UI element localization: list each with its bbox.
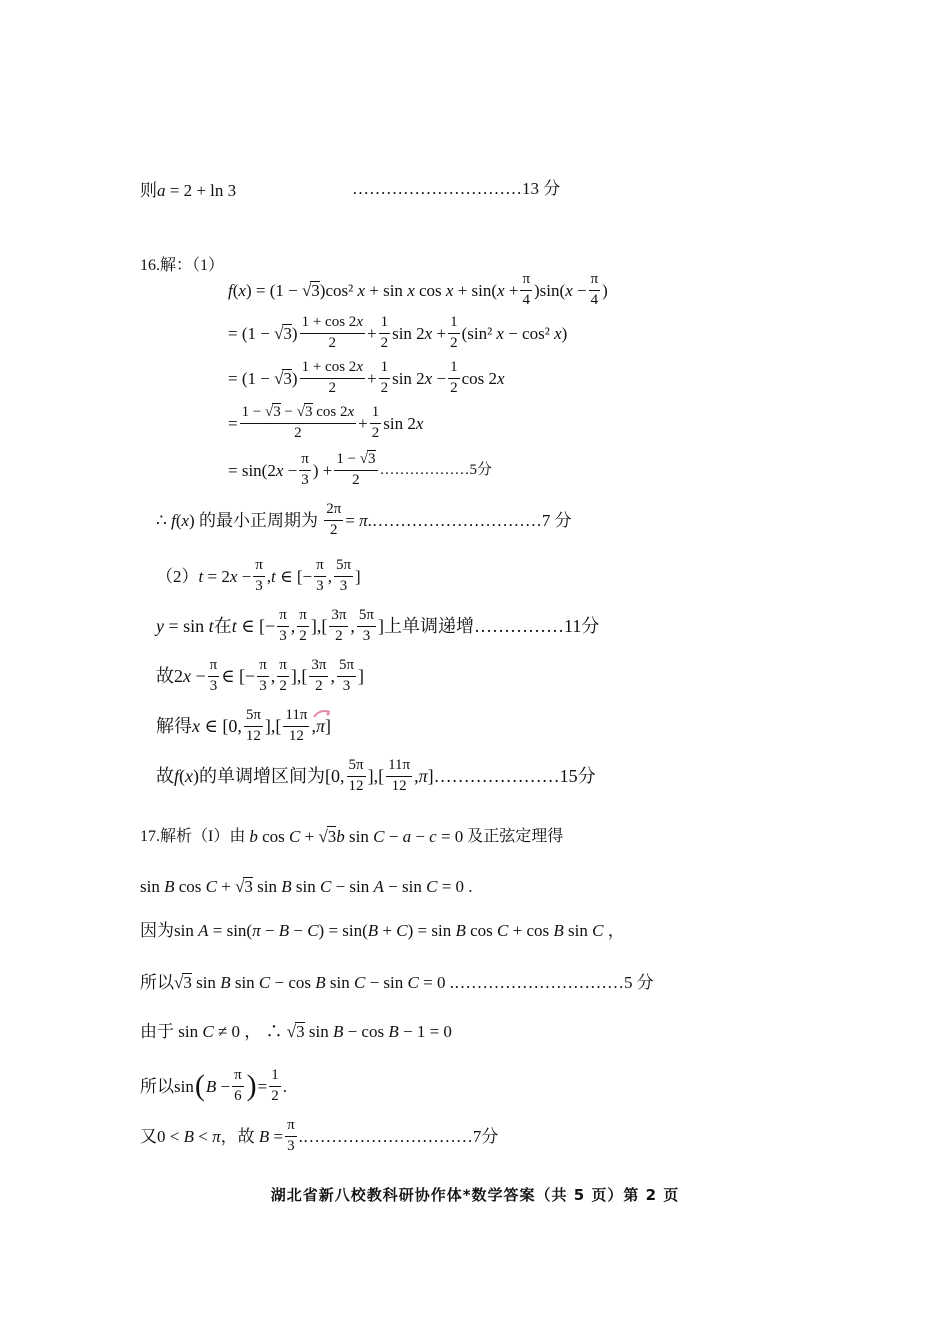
q17-line6: 所以 sin ( B − π 6 ) = 1 2 .	[140, 1067, 287, 1104]
q16-range-2x: 故 2 x − π 3 ∈ [− π 3 , π 2 ],[ 3π 2 , 5π 3 ]	[156, 657, 365, 694]
score-13: …………………………13 分	[352, 179, 561, 198]
q16-period: ∴ f ( x ) 的最小正周期为 2π 2 = π . …………………………7 分	[156, 501, 572, 538]
q16-step2: = (1 − √ 3 ) 1 + cos 2x 2 + 1 2 sin 2 x + 1 2 (sin² x − cos² x )	[228, 314, 568, 351]
q17-line5: 由于 sin C ≠ 0 ， ∴ √ 3 sin B − cos B − 1 = 0	[140, 1021, 452, 1041]
q16-step4: = 1 − √3 − √3 cos 2x 2 + 1 2 sin 2 x	[228, 404, 424, 441]
pen-mark-icon	[312, 708, 332, 720]
q16-solve-x: 解得 x ∈ [0, 5π 12 ],[ 11π 12 , π ]	[156, 707, 331, 744]
q17-heading: 17.解析（I）由 b cos C + √3b sin C − a − c = 0 及正弦定理得	[140, 827, 564, 846]
line-a-result: 则 a = 2 + ln 3	[140, 181, 237, 200]
q16-step3: = (1 − √ 3 ) 1 + cos 2x 2 + 1 2 sin 2 x − 1 2 cos 2 x	[228, 359, 505, 396]
q17-line4: 所以 √ 3 sin B sin C − cos B sin C − sin C = 0 . …………………………5 分	[140, 972, 654, 992]
q17-line7: 又 0 < B < π ，故 B = π 3 . …………………………7分	[140, 1117, 499, 1154]
q16-step5: = sin(2 x − π 3 ) + 1 − √3 2 ………………5分	[228, 451, 493, 488]
q16-final-interval: 故 f ( x ) 的单调增区间为 [0, 5π 12 ],[ 11π 12 , π ] …………………15分	[156, 757, 596, 794]
q16-sint-increasing: y = sin t 在 t ∈ [− π 3 , π 2 ],[ 3π 2 , 5π 3 ] 上单调递增 ……………11分	[156, 607, 600, 644]
q16-heading: 16.解：（1）	[140, 257, 225, 274]
q17-line2: sin B cos C + √ 3 sin B sin C − sin A − sin C = 0 .	[140, 876, 473, 896]
q17-line3: 因为 sin A = sin( π − B − C ) = sin( B + C ) = sin B cos C + cos B sin C ，	[140, 921, 625, 940]
q16-step1: f ( x ) = (1 − √ 3 )cos² x + sin x cos x + sin( x + π 4 )sin( x − π 4 )	[228, 271, 608, 308]
page-footer: 湖北省新八校教科研协作体*数学答案（共 5 页）第 2 页	[270, 1186, 680, 1204]
q16-part2-sub: （2） t = 2 x − π 3 , t ∈ [− π 3 , 5π 3 ]	[156, 557, 361, 594]
